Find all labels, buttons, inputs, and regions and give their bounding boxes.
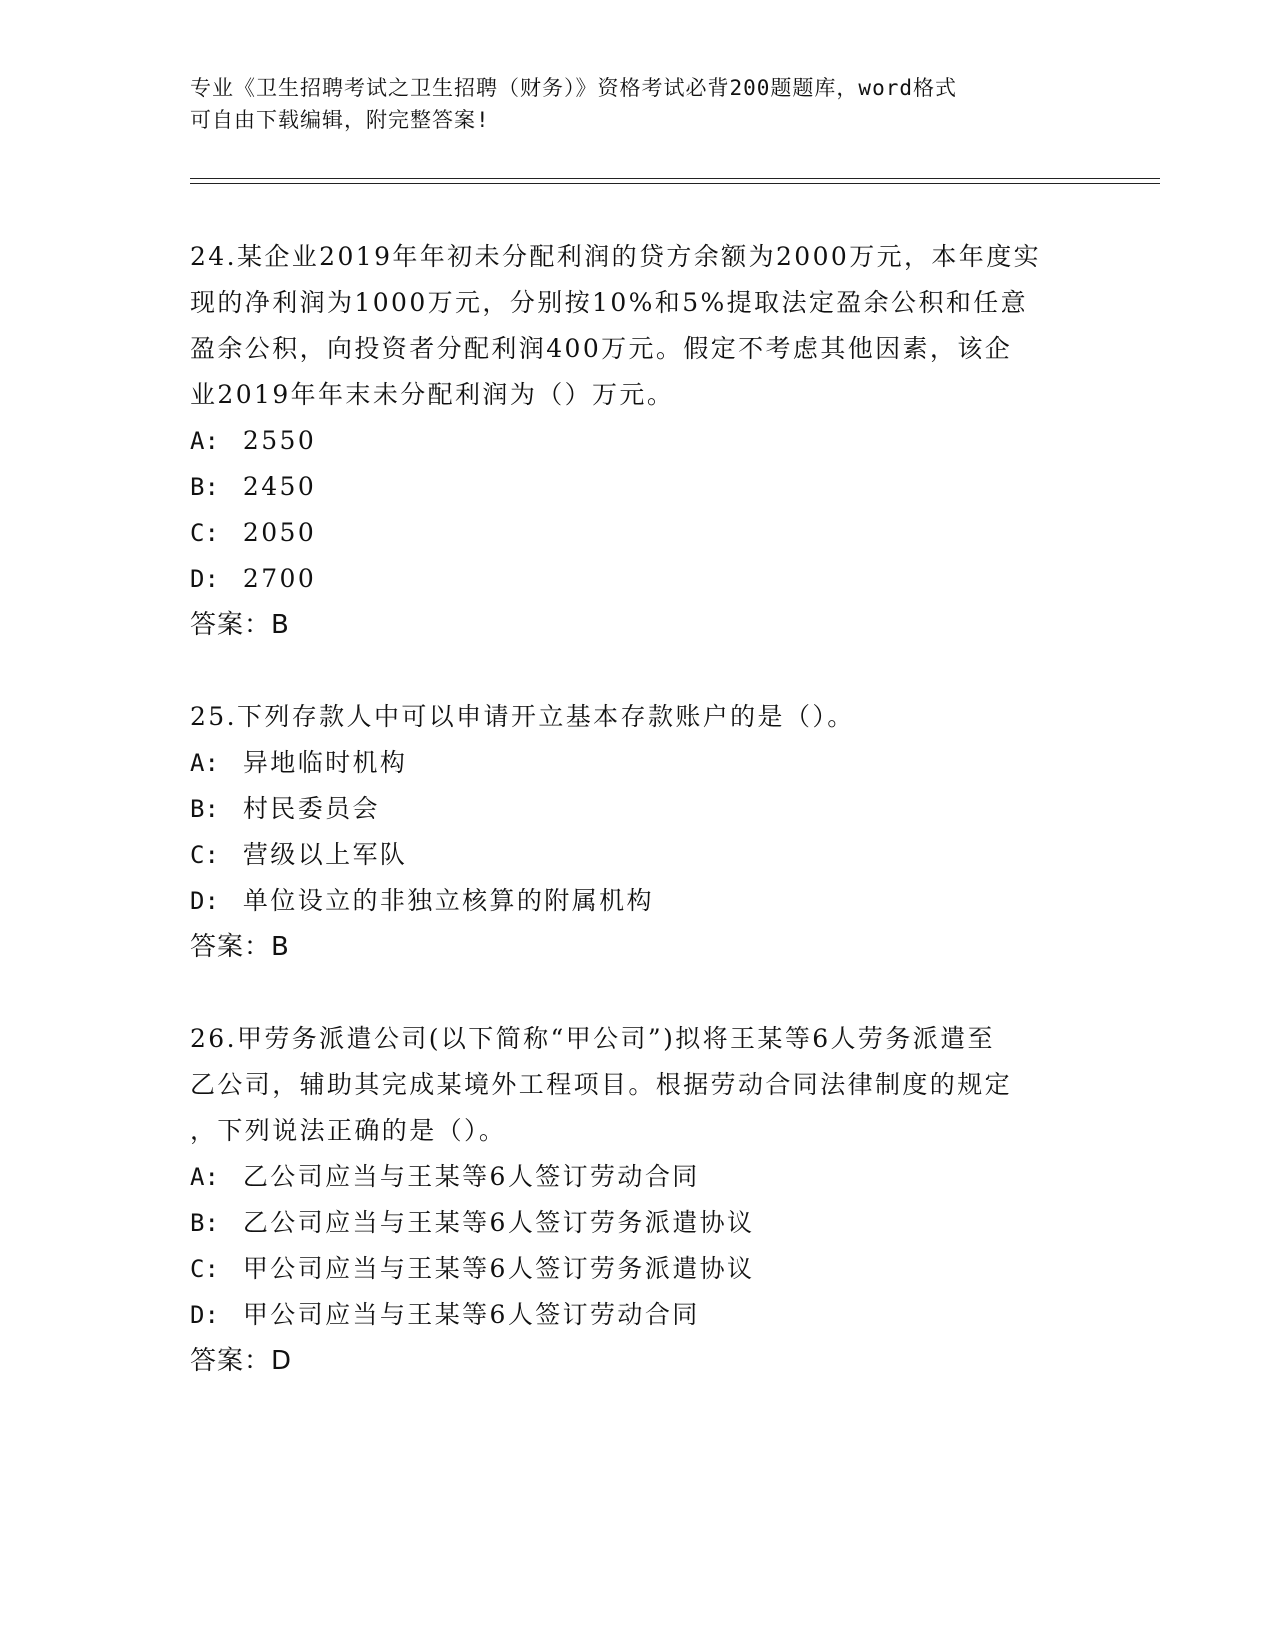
option-d — [190, 878, 1090, 924]
option-text: 乙公司应当与王某等6人签订劳务派遣协议 — [242, 1208, 755, 1237]
answer-label: 答案：B — [190, 932, 290, 962]
option-b — [190, 1200, 1090, 1246]
header-divider-bottom — [190, 183, 1160, 184]
option-d — [190, 556, 1090, 602]
option-letter: D: — [190, 887, 219, 915]
option-c — [190, 832, 1090, 878]
option-d — [190, 1292, 1090, 1338]
answer-label: 答案：D — [190, 1346, 293, 1376]
header-line-1: 专业《卫生招聘考试之卫生招聘（财务）》资格考试必背200题题库，word格式 — [190, 76, 957, 100]
stem-line: ，下列说法正确的是（）。 — [190, 1116, 507, 1145]
option-a — [190, 1154, 1090, 1200]
option-text: 乙公司应当与王某等6人签订劳动合同 — [242, 1162, 700, 1191]
stem-line: 24.某企业2019年年初未分配利润的贷方余额为2000万元，本年度实 — [190, 242, 1042, 271]
option-letter: C: — [190, 519, 219, 547]
question-24 — [190, 234, 1090, 648]
option-b — [190, 464, 1090, 510]
header-line-2: 可自由下载编辑，附完整答案! — [190, 108, 490, 132]
option-text: 村民委员会 — [242, 794, 380, 823]
option-a — [190, 740, 1090, 786]
stem-line: 业2019年年末未分配利润为（）万元。 — [190, 380, 675, 409]
question-stem — [190, 1016, 1090, 1154]
option-b — [190, 786, 1090, 832]
option-text: 单位设立的非独立核算的附属机构 — [242, 886, 654, 915]
stem-line: 现的净利润为1000万元，分别按10%和5%提取法定盈余公积和任意 — [190, 288, 1029, 317]
option-letter: D: — [190, 1301, 219, 1329]
question-26 — [190, 1016, 1090, 1384]
option-letter: B: — [190, 1209, 219, 1237]
stem-line: 25.下列存款人中可以申请开立基本存款账户的是（）。 — [190, 702, 855, 731]
header-divider-top — [190, 178, 1160, 179]
option-a — [190, 418, 1090, 464]
option-letter: C: — [190, 841, 219, 869]
option-text: 2050 — [242, 518, 317, 547]
option-c — [190, 1246, 1090, 1292]
question-stem — [190, 234, 1090, 418]
option-text: 2450 — [242, 472, 317, 501]
option-text: 2700 — [242, 564, 317, 593]
question-25 — [190, 694, 1090, 970]
option-text: 甲公司应当与王某等6人签订劳务派遣协议 — [242, 1254, 755, 1283]
option-text: 甲公司应当与王某等6人签订劳动合同 — [242, 1300, 700, 1329]
answer-label: 答案：B — [190, 610, 290, 640]
option-letter: D: — [190, 565, 219, 593]
option-letter: A: — [190, 1163, 219, 1191]
option-letter: A: — [190, 427, 219, 455]
document-header — [190, 72, 1090, 136]
option-c — [190, 510, 1090, 556]
option-text: 营级以上军队 — [242, 840, 408, 869]
option-text: 异地临时机构 — [242, 748, 408, 777]
option-letter: A: — [190, 749, 219, 777]
option-letter: B: — [190, 473, 219, 501]
option-letter: C: — [190, 1255, 219, 1283]
option-text: 2550 — [242, 426, 317, 455]
stem-line: 盈余公积，向投资者分配利润400万元。假定不考虑其他因素，该企 — [190, 334, 1013, 363]
question-stem — [190, 694, 1090, 740]
stem-line: 26.甲劳务派遣公司(以下简称“甲公司”)拟将王某等6人劳务派遣至 — [190, 1024, 995, 1053]
option-letter: B: — [190, 795, 219, 823]
stem-line: 乙公司，辅助其完成某境外工程项目。根据劳动合同法律制度的规定 — [190, 1070, 1013, 1099]
